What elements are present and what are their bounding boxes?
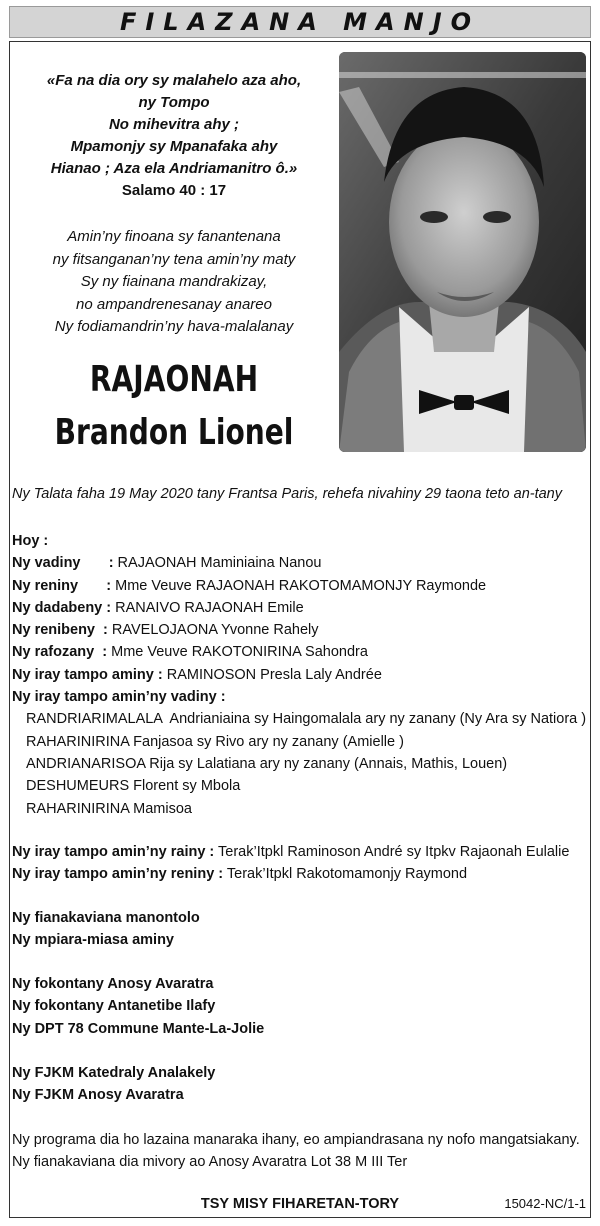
relative-row — [12, 841, 569, 863]
relative-value: Terak’Itpkl Rakotomamonjy Raymond — [223, 866, 468, 883]
family-value: Mme Veuve RAJAONAH RAKOTOMAMONJY Raymonde — [111, 577, 487, 594]
portrait-image — [339, 52, 586, 452]
deceased-given-name: Brandon Lionel — [54, 412, 294, 453]
death-announcement: Ny Talata faha 19 May 2020 tany Frantsa Paris, rehefa nivahiny 29 taona teto an-tany — [12, 486, 562, 502]
family-row — [12, 664, 586, 686]
group-line: Ny DPT 78 Commune Mante-La-Jolie — [12, 1020, 265, 1037]
group-fokontany — [12, 973, 264, 1040]
poem-line: Ny fodiamandrin’ny hava-malalanay — [54, 318, 294, 335]
family-value: RAMINOSON Presla Laly Andrée — [162, 666, 382, 683]
header-banner — [9, 6, 591, 38]
quote-line: Mpamonjy sy Mpanafaka ahy — [70, 138, 278, 155]
group-line: Ny fokontany Antanetibe Ilafy — [12, 998, 216, 1015]
poem-line: ny fitsanganan’ny tena amin’ny maty — [52, 250, 296, 268]
portrait-photo — [339, 52, 586, 452]
quote-line: No mihevitra ahy ; — [108, 116, 240, 133]
family-label: Ny vadiny : — [12, 555, 114, 572]
quote-line: ny Tompo — [138, 94, 210, 111]
group-line: Ny FJKM Katedraly Analakely — [12, 1065, 216, 1081]
poem-line: Sy ny fiainana mandrakizay, — [80, 273, 268, 290]
poem-line: Amin’ny finoana sy fanantenana — [67, 228, 281, 245]
family-label: Ny dadabeny : — [12, 599, 112, 616]
sibling-entry: ANDRIANARISOA Rija sy Lalatiana ary ny zanany (Annais, Mathis, Louen) — [26, 755, 508, 772]
group-churches — [12, 1062, 215, 1107]
relative-value: Terak’Itpkl Raminoson André sy Itpkv Rajaonah Eulalie — [214, 844, 570, 860]
family-row — [12, 641, 586, 663]
hoy-label: Hoy : — [12, 533, 49, 549]
program-notes — [12, 1129, 580, 1174]
sibling-entry: DESHUMEURS Florent sy Mbola — [26, 778, 241, 795]
siblings-of-spouse-label: Ny iray tampo amin’ny vadiny : — [12, 689, 226, 706]
family-label: Ny iray tampo aminy : — [12, 666, 163, 683]
sibling-entry: RAHARINIRINA Fanjasoa sy Rivo ary ny zanany (Amielle ) — [26, 733, 404, 750]
family-row — [12, 575, 586, 597]
family-value: RAVELOJAONA Yvonne Rahely — [107, 622, 319, 639]
note-line: Ny fianakaviana dia mivory ao Anosy Avaratra Lot 38 M III Ter — [12, 1154, 408, 1171]
quote-line: Hianao ; Aza ela Andriamanitro ô.» — [50, 160, 298, 177]
deceased-surname: RAJAONAH — [89, 359, 259, 400]
relative-row — [12, 863, 569, 885]
group-line: Ny fianakaviana manontolo — [12, 910, 200, 926]
family-row — [12, 597, 586, 619]
parent-siblings-list — [12, 841, 569, 886]
reference-code: 15042-NC/1-1 — [504, 1196, 586, 1211]
group-line: Ny FJKM Anosy Avaratra — [12, 1087, 184, 1104]
quote-line: «Fa na dia ory sy malahelo aza aho, — [46, 72, 302, 89]
family-value: Mme Veuve RAKOTONIRINA Sahondra — [107, 644, 368, 661]
note-line: Ny programa dia ho lazaina manaraka ihany, eo ampiandrasana ny nofo mangatsiakany. — [12, 1132, 580, 1148]
family-row — [12, 619, 586, 641]
relative-label: Ny iray tampo amin’ny reniny : — [12, 866, 224, 883]
group-family-coworkers — [12, 907, 200, 952]
footer-notice: TSY MISY FIHARETAN-TORY — [200, 1196, 400, 1212]
family-list — [12, 530, 586, 820]
poem — [14, 226, 334, 339]
poem-line: no ampandrenesanay anareo — [76, 295, 272, 313]
family-label: Ny reniny : — [12, 577, 112, 594]
relative-label: Ny iray tampo amin’ny rainy : — [12, 844, 215, 860]
sibling-entry: RANDRIARIMALALA Andrianiaina sy Haingomalala ary ny zanany (Ny Ara sy Natiora ) — [26, 711, 587, 728]
bible-quote — [14, 70, 334, 202]
quote-reference: Salamo 40 : 17 — [121, 182, 227, 199]
group-line: Ny fokontany Anosy Avaratra — [12, 976, 214, 992]
sibling-entry: RAHARINIRINA Mamisoa — [26, 800, 192, 817]
group-line: Ny mpiara-miasa aminy — [12, 932, 174, 949]
family-row — [12, 552, 586, 574]
family-label: Ny rafozany : — [12, 644, 108, 661]
family-value: RAJAONAH Maminiaina Nanou — [113, 555, 322, 572]
family-label: Ny renibeny : — [12, 622, 108, 639]
family-value: RANAIVO RAJAONAH Emile — [111, 599, 304, 616]
banner-title: FILAZANA MANJO — [119, 8, 481, 36]
